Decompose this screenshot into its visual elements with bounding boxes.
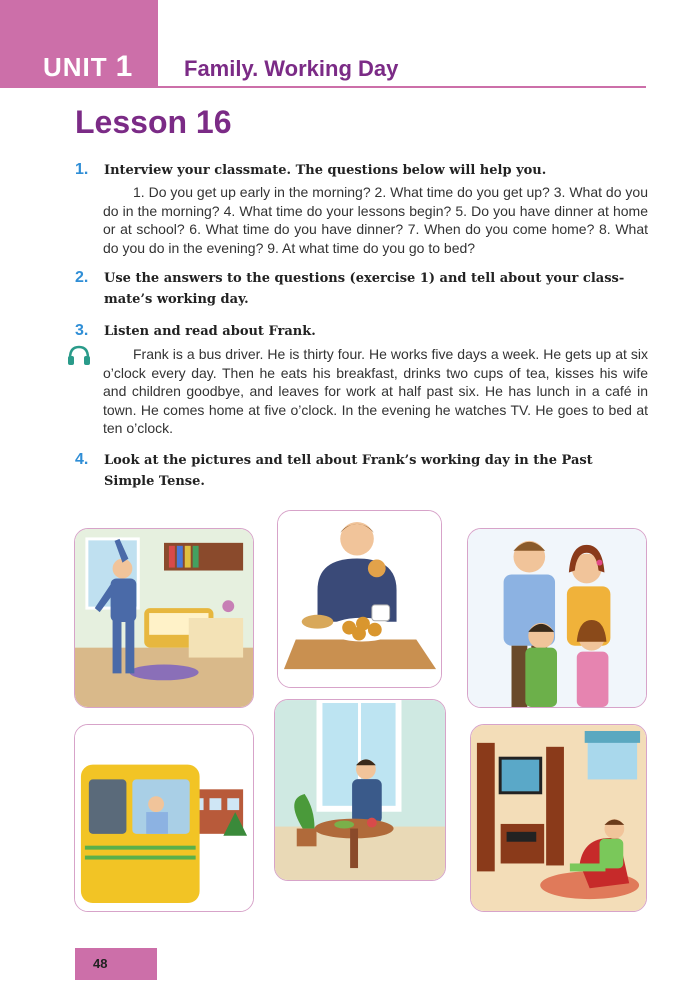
unit-title: Family. Working Day xyxy=(184,56,399,81)
picture-getting-up xyxy=(74,528,254,708)
exercise-1-number: 1. xyxy=(75,161,89,178)
exercise-4-number: 4. xyxy=(75,451,89,468)
picture-family xyxy=(467,528,647,708)
picture-cafe-lunch xyxy=(274,699,446,881)
picture-bus-driver xyxy=(74,724,254,912)
unit-label: UNIT 1 xyxy=(43,50,134,83)
exercise-4-instruction: Look at the pictures and tell about Frank’s working day in the Past Simple Tense. xyxy=(104,453,593,489)
exercise-1-text: 1. Do you get up early in the morning? 2. What time do you get up? 3. What do you do in the morning? 4. What time do your lessons begin? 5. Do you have dinner at home or at school? 6. What time do you have dinner? 7. When do you come home? 8. What do you do in the evening? 9. At what time do you go to bed? xyxy=(103,184,648,256)
picture-breakfast xyxy=(277,510,442,688)
headphones-icon[interactable] xyxy=(66,344,92,366)
exercise-2-instruction: Use the answers to the questions (exercise 1) and tell about your class-mate’s working day. xyxy=(104,271,625,307)
unit-badge xyxy=(0,0,158,88)
exercise-3-number: 3. xyxy=(75,322,89,339)
exercise-2-number: 2. xyxy=(75,269,89,286)
exercise-3-text: Frank is a bus driver. He is thirty four. He works five days a week. He gets up at six o’clock every day. Then he eats his breakfast, drinks two cups of tea, kisses his wife and children goodbye, and leaves for work at half past six. He has lunch in a café in town. He comes home at five o’clock. In the evening he watches TV. He goes to bed at ten o’clock. xyxy=(103,346,648,436)
unit-number: 1 xyxy=(115,50,134,83)
lesson-title: Lesson 16 xyxy=(75,104,232,140)
exercise-1-instruction: Interview your classmate. The questions below will help you. xyxy=(104,163,547,178)
exercise-3-instruction: Listen and read about Frank. xyxy=(104,324,316,339)
header-divider xyxy=(158,86,646,88)
page-number-box xyxy=(75,948,157,980)
picture-watching-tv xyxy=(470,724,647,912)
page-number: 48 xyxy=(93,956,108,971)
